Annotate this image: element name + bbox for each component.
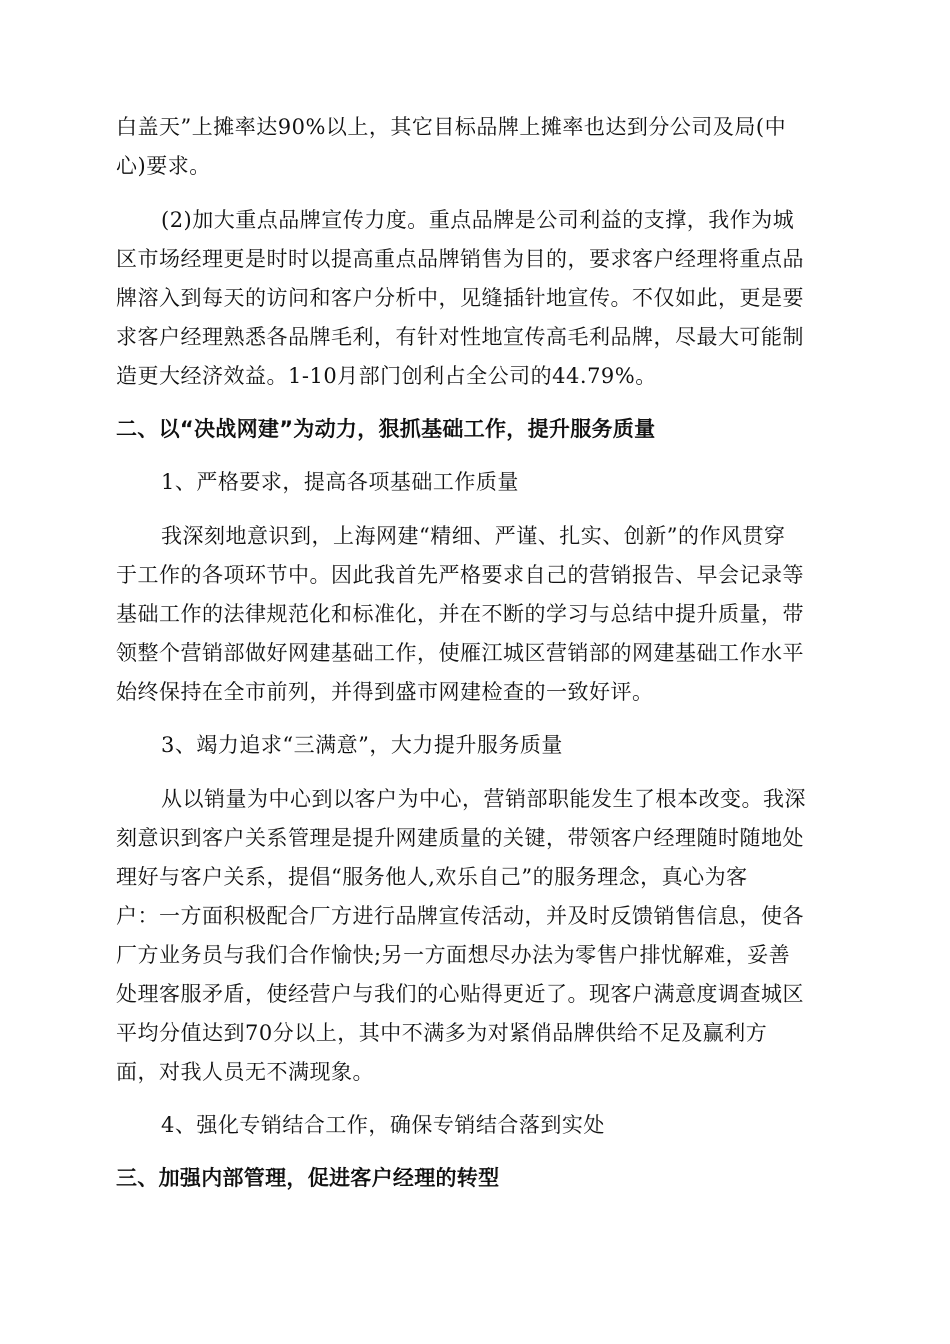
section-heading-3: 三、加强内部管理，促进客户经理的转型 — [116, 1166, 500, 1190]
text-line: 面，对我人员无不满现象。 — [116, 1060, 374, 1084]
text-line: 始终保持在全市前列，并得到盛市网建检查的一致好评。 — [116, 680, 654, 704]
text-line: 牌溶入到每天的访问和客户分析中，见缝插针地宣传。不仅如此，更是要 — [116, 286, 804, 310]
text-line: 求客户经理熟悉各品牌毛利，有针对性地宣传高毛利品牌，尽最大可能制 — [116, 325, 804, 349]
text-line: 刻意识到客户关系管理是提升网建质量的关键，带领客户经理随时随地处 — [116, 826, 804, 850]
text-line: 厂方业务员与我们合作愉快;另一方面想尽办法为零售户排忧解难，妥善 — [116, 943, 791, 967]
text-line: 基础工作的法律规范化和标准化，并在不断的学习与总结中提升质量，带 — [116, 602, 804, 626]
text-line: 户：一方面积极配合厂方进行品牌宣传活动，并及时反馈销售信息，使各 — [116, 904, 804, 928]
text-line: 白盖天”上摊率达90%以上，其它目标品牌上摊率也达到分公司及局(中 — [116, 115, 787, 139]
subsection-heading: 1、严格要求，提高各项基础工作质量 — [161, 470, 519, 494]
text-line: 于工作的各项环节中。因此我首先严格要求自己的营销报告、早会记录等 — [116, 563, 804, 587]
text-line: 区市场经理更是时时以提高重点品牌销售为目的，要求客户经理将重点品 — [116, 247, 804, 271]
text-line: 理好与客户关系，提倡“服务他人,欢乐自己”的服务理念，真心为客 — [116, 865, 748, 889]
text-line: 心)要求。 — [116, 154, 211, 178]
subsection-heading: 4、强化专销结合工作，确保专销结合落到实处 — [161, 1113, 605, 1137]
text-line: 平均分值达到70分以上，其中不满多为对紧俏品牌供给不足及赢利方 — [116, 1021, 768, 1045]
section-heading-2: 二、以“决战网建”为动力，狠抓基础工作，提升服务质量 — [116, 417, 656, 441]
subsection-heading: 3、竭力追求“三满意”，大力提升服务质量 — [161, 733, 563, 757]
text-line: 领整个营销部做好网建基础工作，使雁江城区营销部的网建基础工作水平 — [116, 641, 804, 665]
paragraph-first-line: 从以销量为中心到以客户为中心，营销部职能发生了根本改变。我深 — [161, 787, 806, 811]
text-line: 处理客服矛盾，使经营户与我们的心贴得更近了。现客户满意度调查城区 — [116, 982, 804, 1006]
text-line: 造更大经济效益。1-10月部门创利占全公司的44.79%。 — [116, 364, 657, 388]
paragraph-first-line: (2)加大重点品牌宣传力度。重点品牌是公司利益的支撑，我作为城 — [161, 208, 795, 232]
paragraph-first-line: 我深刻地意识到，上海网建“精细、严谨、扎实、创新”的作风贯穿 — [161, 524, 786, 548]
